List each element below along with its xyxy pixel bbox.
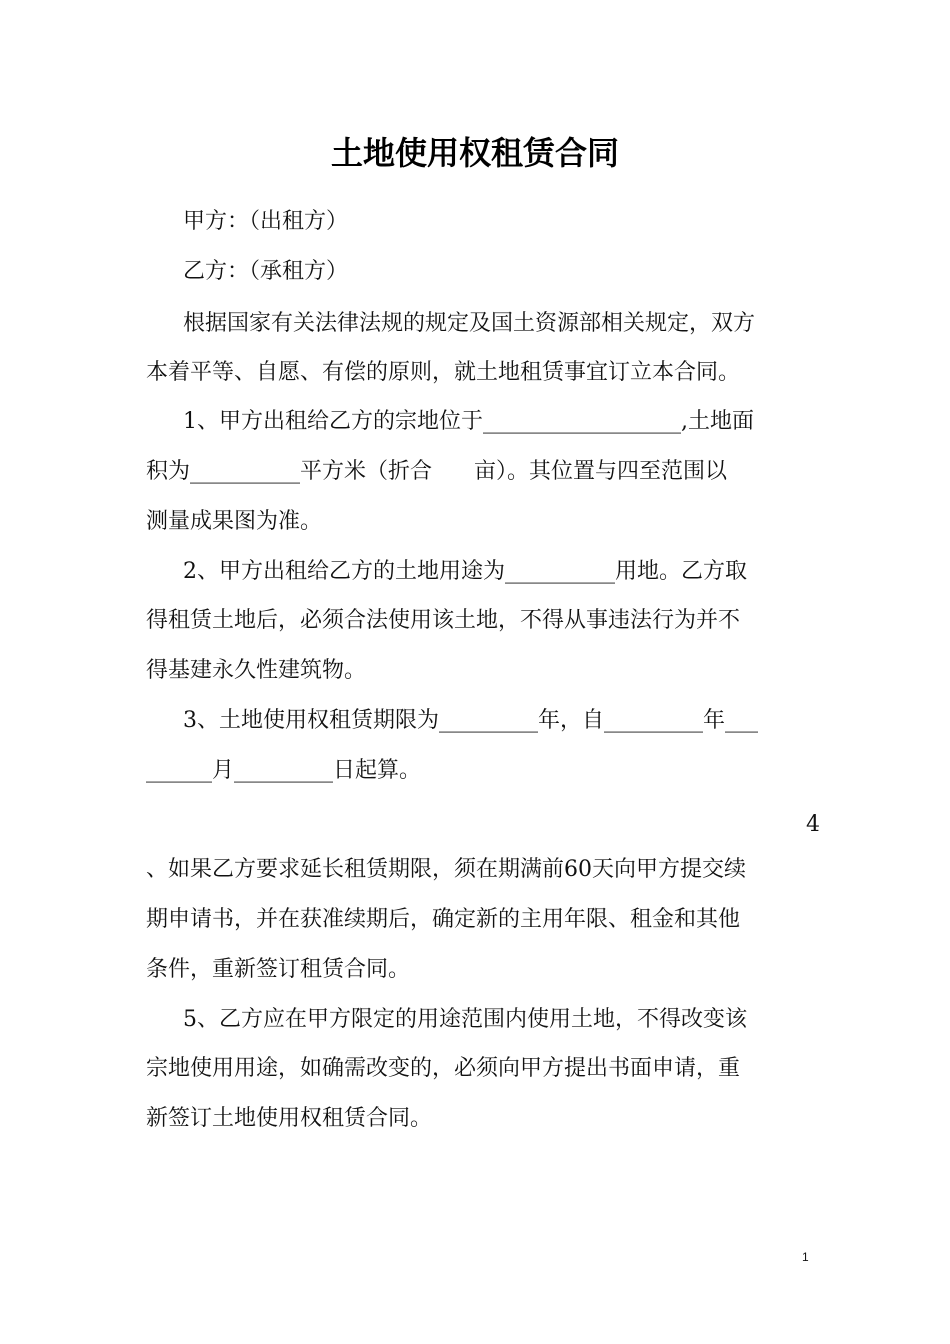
intro-line-1: 根据国家有关法律法规的规定及国土资源部相关规定，双方 xyxy=(183,311,756,336)
clause-3-line-1: 3、土地使用权租赁期限为_________年，自_________年___ xyxy=(183,708,758,733)
clause-2-line-1: 2、甲方出租给乙方的土地用途为__________用地。乙方取 xyxy=(183,559,747,584)
clause-4-line-1: 、如果乙方要求延长租赁期限，须在期满前60天向甲方提交续 xyxy=(146,857,746,882)
clause-1-line-2: 积为__________平方米（折合 亩）。其位置与四至范围以 xyxy=(146,459,727,484)
party-b-line: 乙方：（承租方） xyxy=(183,259,349,284)
clause-3-line-2: ______月_________日起算。 xyxy=(146,758,422,783)
clause-5-line-3: 新签订土地使用权租赁合同。 xyxy=(146,1106,433,1131)
clause-2-line-3: 得基建永久性建筑物。 xyxy=(146,658,367,683)
intro-line-2: 本着平等、自愿、有偿的原则，就土地租赁事宜订立本合同。 xyxy=(146,360,741,385)
clause-2-line-2: 得租赁土地后，必须合法使用该土地，不得从事违法行为并不 xyxy=(146,608,741,633)
clause-4-line-2: 期申请书，并在获准续期后，确定新的主用年限、租金和其他 xyxy=(146,907,741,932)
document-title: 土地使用权租赁合同 xyxy=(330,134,619,172)
clause-4-line-3: 条件，重新签订租赁合同。 xyxy=(146,957,411,982)
clause-4-number: 4 xyxy=(806,812,820,837)
clause-5-line-1: 5、乙方应在甲方限定的用途范围内使用土地，不得改变该 xyxy=(183,1007,747,1032)
party-a-line: 甲方：（出租方） xyxy=(183,209,349,234)
clause-5-line-2: 宗地使用用途，如确需改变的，必须向甲方提出书面申请，重 xyxy=(146,1056,741,1081)
clause-1-line-3: 测量成果图为准。 xyxy=(146,509,323,534)
clause-1-line-1: 1、甲方出租给乙方的宗地位于__________________,土地面 xyxy=(183,409,754,434)
page-number: 1 xyxy=(802,1250,809,1264)
